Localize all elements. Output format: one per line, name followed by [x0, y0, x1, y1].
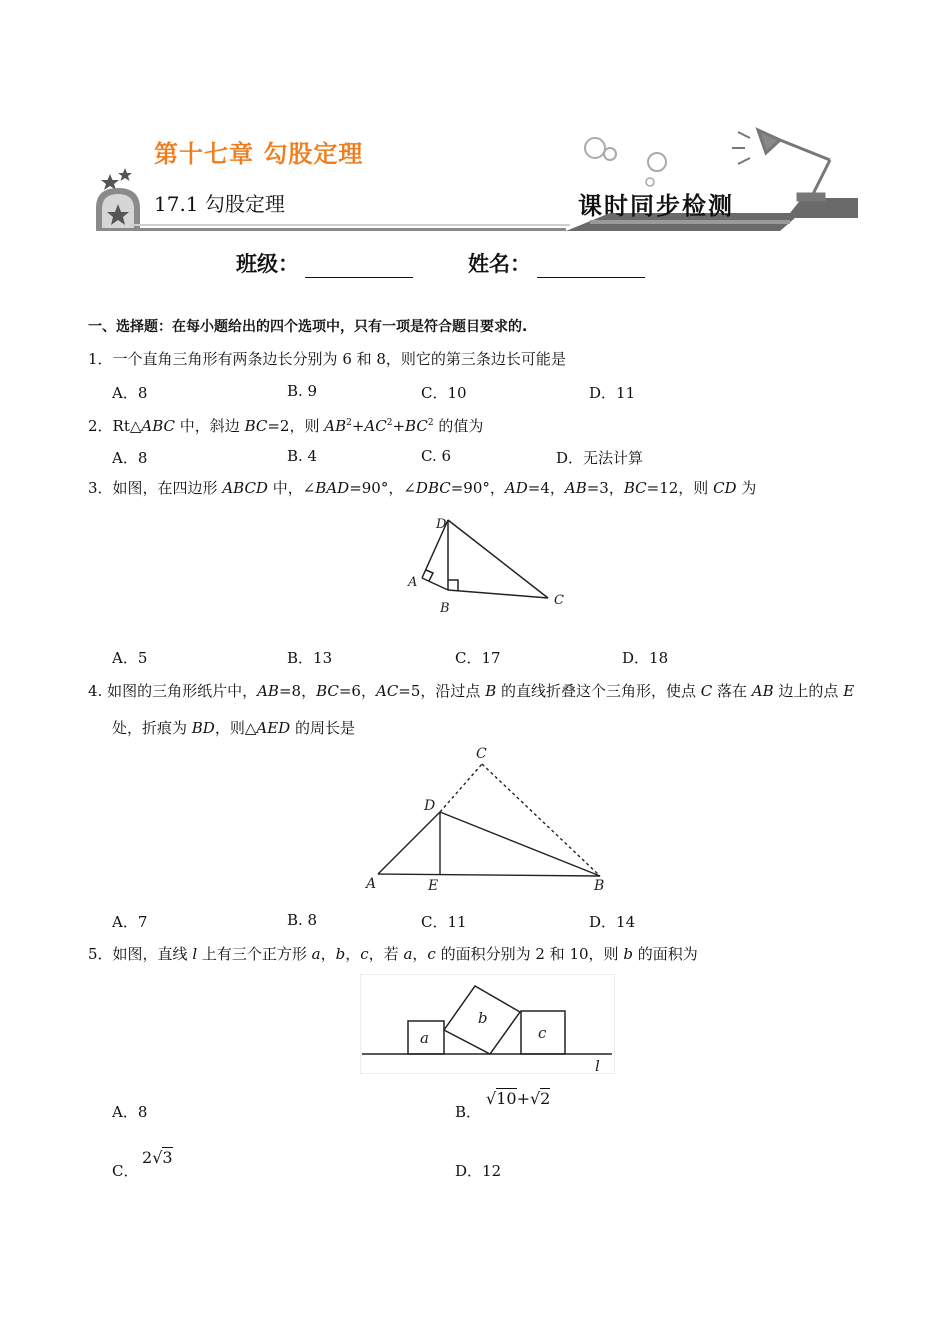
q4-stem-line2: 处，折痕为 BD，则△AED 的周长是 — [112, 719, 355, 737]
class-blank[interactable] — [305, 255, 413, 278]
q2-option-d[interactable]: D．无法计算 — [556, 449, 644, 467]
q4-option-c[interactable]: C．11 — [421, 913, 467, 931]
q5-option-c-expr: 2√3 — [142, 1148, 173, 1167]
sync-label: 课时同步检测 — [578, 191, 734, 220]
label-l: l — [595, 1057, 600, 1074]
star-icon — [118, 168, 132, 181]
q1-stem: 1．一个直角三角形有两条边长分别为 6 和 8，则它的第三条边长可能是 — [88, 350, 566, 368]
label-d: D — [436, 517, 447, 532]
segment-dc — [448, 520, 548, 598]
bubble-icon — [604, 148, 616, 160]
q2-option-c[interactable]: C. 6 — [421, 447, 452, 465]
label-a: A — [366, 876, 377, 892]
q1-option-d[interactable]: D．11 — [589, 384, 636, 402]
label-a: A — [408, 575, 418, 590]
segment-bc — [448, 590, 548, 598]
q1-option-c[interactable]: C．10 — [421, 384, 467, 402]
segment-cb-dashed — [482, 764, 600, 876]
name-blank[interactable] — [537, 255, 645, 278]
desk-lamp-icon — [732, 130, 830, 200]
q3-option-b[interactable]: B．13 — [287, 649, 333, 667]
section-title: 17.1 勾股定理 — [154, 192, 285, 216]
name-label: 姓名： — [468, 252, 531, 276]
label-d: D — [424, 798, 436, 814]
right-angle-a — [426, 570, 433, 581]
q4-figure — [360, 742, 620, 897]
segment-dc-dashed — [440, 764, 482, 812]
q2-option-b[interactable]: B. 4 — [287, 447, 318, 465]
right-angle-b — [448, 580, 458, 591]
q5-option-b[interactable]: B． — [455, 1103, 482, 1121]
name-field — [468, 248, 645, 278]
class-field — [236, 248, 413, 278]
q2-option-a[interactable]: A．8 — [112, 449, 148, 467]
segment-ad — [378, 812, 440, 874]
q1-option-a[interactable]: A．8 — [112, 384, 148, 402]
q5-option-b-expr: √10+√2 — [486, 1089, 551, 1108]
section-heading: 一、选择题：在每小题给出的四个选项中，只有一项是符合题目要求的. — [88, 319, 528, 335]
label-c: C — [476, 746, 487, 762]
q4-option-d[interactable]: D．14 — [589, 913, 636, 931]
segment-db — [440, 812, 600, 876]
label-b: B — [594, 878, 605, 894]
q3-option-c[interactable]: C．17 — [455, 649, 501, 667]
q5-stem: 5．如图，直线 l 上有三个正方形 a，b，c，若 a，c 的面积分别为 2 和 10，则 b 的面积为 — [88, 945, 698, 963]
q5-figure — [360, 974, 615, 1074]
label-c: C — [554, 593, 564, 608]
label-e: E — [428, 878, 439, 894]
label-c: c — [538, 1024, 547, 1042]
class-label: 班级： — [236, 252, 299, 276]
q2-stem: 2．Rt△ABC 中，斜边 BC=2，则 $AB^2+AC^2+BC^2$ 的值为 — [88, 417, 484, 435]
q4-option-b[interactable]: B. 8 — [287, 911, 318, 929]
star-icon — [101, 174, 119, 190]
q1-option-b[interactable]: B. 9 — [287, 382, 318, 400]
q5-option-c[interactable]: C． — [112, 1162, 139, 1180]
q5-option-d[interactable]: D．12 — [455, 1162, 502, 1180]
label-b: b — [478, 1009, 488, 1027]
bubble-icon — [646, 178, 654, 186]
label-b: B — [440, 601, 450, 616]
q5-option-a[interactable]: A．8 — [112, 1103, 148, 1121]
q4-stem-line1: 4. 如图的三角形纸片中，AB=8，BC=6，AC=5，沿过点 B 的直线折叠这个三角形，使点 C 落在 AB 边上的点 E — [88, 682, 855, 700]
label-a: a — [420, 1029, 429, 1047]
segment-ab — [422, 578, 448, 590]
q3-figure — [400, 510, 580, 620]
q3-option-a[interactable]: A．5 — [112, 649, 148, 667]
header-banner — [90, 108, 870, 238]
segment-ab — [378, 874, 600, 876]
chapter-title: 第十七章 勾股定理 — [154, 140, 364, 168]
q4-option-a[interactable]: A．7 — [112, 913, 148, 931]
q3-option-d[interactable]: D．18 — [622, 649, 669, 667]
bubble-icon — [585, 138, 605, 158]
bubble-icon — [648, 153, 666, 171]
q3-stem: 3．如图，在四边形 ABCD 中，∠BAD=90°，∠DBC=90°，AD=4，AB=3，BC=12，则 CD 为 — [88, 479, 757, 497]
